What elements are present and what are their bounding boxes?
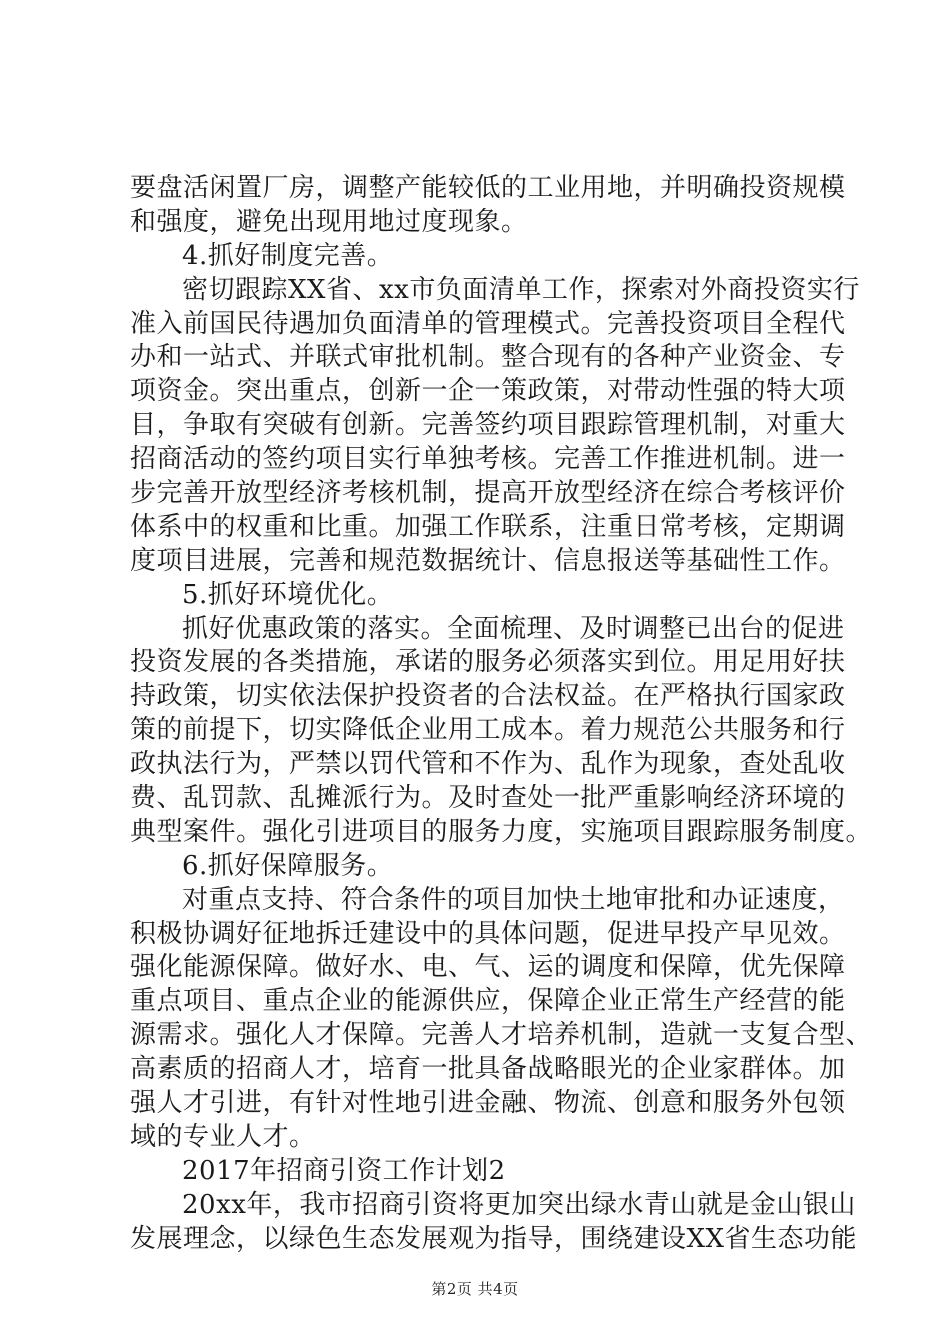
text-line: 密切跟踪XX省、xx市负面清单工作，探索对外商投资实行 (182, 274, 860, 305)
text-line: 准入前国民待遇加负面清单的管理模式。完善投资项目全程代 (130, 308, 846, 339)
page-footer: 第2页 共4页 (431, 1280, 519, 1298)
text-line: 投资发展的各类措施，承诺的服务必须落实到位。用足用好扶 (130, 647, 846, 678)
text-line: 高素质的招商人才，培育一批具备战略眼光的企业家群体。加 (130, 1054, 846, 1085)
text-line: 政执法行为，严禁以罚代管和不作为、乱作为现象，查处乱收 (130, 749, 846, 780)
text-line: 强化能源保障。做好水、电、气、运的调度和保障，优先保障 (130, 952, 846, 983)
section-heading: 5.抓好环境优化。 (182, 579, 394, 610)
text-line: 费、乱罚款、乱摊派行为。及时查处一批严重影响经济环境的 (130, 783, 846, 814)
section-heading: 4.抓好制度完善。 (182, 240, 394, 271)
document-body (130, 172, 873, 1257)
text-line: 体系中的权重和比重。加强工作联系，注重日常考核，定期调 (130, 511, 846, 542)
text-line: 20xx年，我市招商引资将更加突出绿水青山就是金山银山 (182, 1189, 856, 1220)
text-line: 抓好优惠政策的落实。全面梳理、及时调整已出台的促进 (182, 613, 845, 644)
text-line: 持政策，切实依法保护投资者的合法权益。在严格执行国家政 (130, 681, 846, 712)
text-line: 积极协调好征地拆迁建设中的具体问题，促进早投产早见效。 (130, 918, 846, 949)
text-line: 步完善开放型经济考核机制，提高开放型经济在综合考核评价 (130, 478, 846, 509)
text-line: 招商活动的签约项目实行单独考核。完善工作推进机制。进一 (130, 444, 846, 475)
text-line: 策的前提下，切实降低企业用工成本。着力规范公共服务和行 (130, 715, 846, 746)
text-line: 域的专业人才。 (130, 1121, 316, 1152)
text-line: 和强度，避免出现用地过度现象。 (130, 206, 528, 237)
text-line: 度项目进展，完善和规范数据统计、信息报送等基础性工作。 (130, 545, 846, 576)
text-line: 强人才引进，有针对性地引进金融、物流、创意和服务外包领 (130, 1088, 846, 1119)
text-line: 典型案件。强化引进项目的服务力度，实施项目跟踪服务制度。 (130, 816, 873, 847)
section-heading: 2017年招商引资工作计划2 (182, 1155, 506, 1186)
text-line: 项资金。突出重点，创新一企一策政策，对带动性强的特大项 (130, 376, 846, 407)
text-line: 目，争取有突破有创新。完善签约项目跟踪管理机制，对重大 (130, 410, 846, 441)
text-line: 办和一站式、并联式审批机制。整合现有的各种产业资金、专 (130, 342, 846, 373)
text-line: 对重点支持、符合条件的项目加快土地审批和办证速度， (182, 884, 845, 915)
text-line: 源需求。强化人才保障。完善人才培养机制，造就一支复合型、 (130, 1020, 873, 1051)
section-heading: 6.抓好保障服务。 (182, 850, 394, 881)
text-line: 要盘活闲置厂房，调整产能较低的工业用地，并明确投资规模 (130, 173, 846, 203)
text-line: 重点项目、重点企业的能源供应，保障企业正常生产经营的能 (130, 986, 846, 1017)
text-line: 发展理念，以绿色生态发展观为指导，围绕建设XX省生态功能 (130, 1223, 858, 1254)
